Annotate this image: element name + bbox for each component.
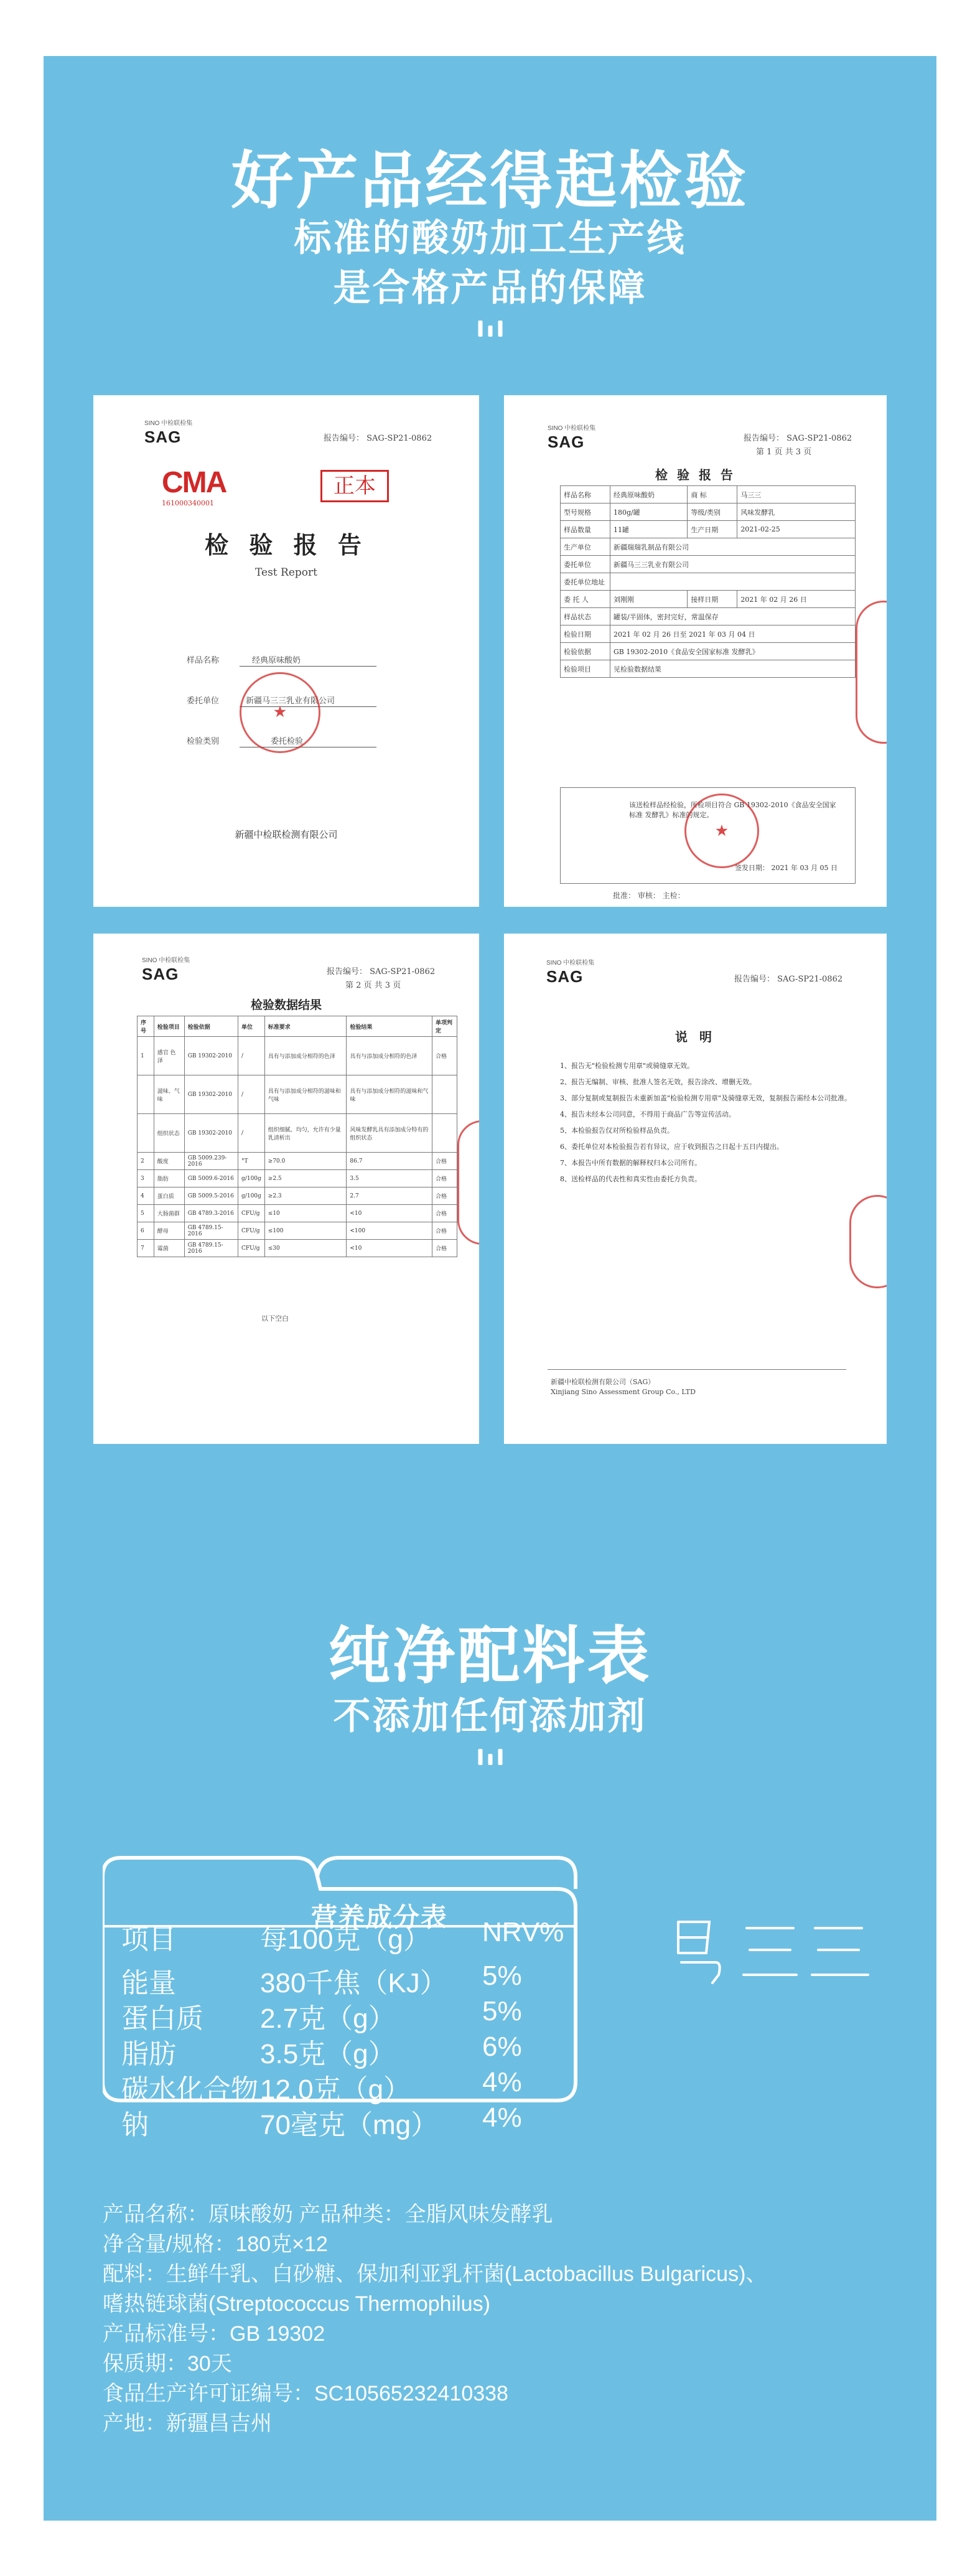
data-cell: GB 5009.6-2016 — [184, 1170, 238, 1187]
nutrient-amount: 380千焦（KJ） — [260, 1968, 447, 1998]
data-row — [138, 1075, 457, 1114]
report-cell: 接样日期 — [688, 591, 737, 608]
nutrition-row — [109, 1960, 582, 1997]
report-info-table — [560, 485, 856, 678]
report-cell: 型号规格 — [561, 503, 610, 521]
client-value: 新疆马三三乳业有限公司 — [246, 696, 335, 706]
report-row — [561, 521, 856, 538]
nutrition-header-row — [109, 1917, 582, 1953]
report-row — [561, 608, 856, 625]
data-cell: 合格 — [432, 1222, 457, 1240]
page-number: 第 2 页 共 3 页 — [345, 981, 401, 990]
data-row — [138, 1153, 457, 1170]
data-cell: 组织细腻、均匀，允许有少量乳清析出 — [264, 1114, 347, 1153]
nutrient-name: 碳水化合物 — [121, 2074, 258, 2105]
data-cell: 5 — [138, 1205, 154, 1222]
data-header-cell: 单项判定 — [432, 1016, 457, 1037]
product-info-line: 净含量/规格：180克×12 — [103, 2232, 328, 2256]
data-cell: 4 — [138, 1187, 154, 1205]
data-cell: 大肠菌群 — [154, 1205, 184, 1222]
hero-subtitle-2: 是合格产品的保障 — [333, 266, 647, 310]
report-number: 报告编号： SAG-SP21-0862 — [744, 434, 852, 443]
data-row — [138, 1205, 457, 1222]
nutrient-nrv: 6% — [482, 2031, 522, 2062]
data-cell: 具有与添加成分相符的滋味和气味 — [264, 1075, 347, 1114]
data-row — [138, 1170, 457, 1187]
data-result-table — [137, 1016, 457, 1257]
data-cell: 感官 色泽 — [154, 1037, 184, 1075]
nutrient-nrv: 4% — [482, 2102, 522, 2133]
report-cell: 生产单位 — [561, 538, 610, 556]
data-cell: 86.7 — [347, 1153, 432, 1170]
data-cell: <100 — [347, 1222, 432, 1240]
data-header-cell: 标准要求 — [264, 1016, 347, 1037]
data-cell: 具有与添加成分相符的色泽 — [264, 1037, 347, 1075]
nutrition-title: 营养成分表 — [310, 1902, 448, 1932]
report-cell: 11罐 — [610, 521, 688, 538]
product-info-line: 保质期：30天 — [103, 2352, 232, 2376]
report-row — [561, 660, 856, 678]
report-cell: 样品数量 — [561, 521, 610, 538]
data-cell: 3.5 — [347, 1170, 432, 1187]
data-cell: CFU/g — [238, 1240, 265, 1257]
report-cell: 新疆瑞瑞乳制品有限公司 — [610, 538, 856, 556]
divider-mark — [478, 321, 502, 337]
report-title: 检 验 报 告 — [205, 531, 368, 559]
data-cell: 6 — [138, 1222, 154, 1240]
report-row — [561, 591, 856, 608]
report-number: 报告编号： SAG-SP21-0862 — [327, 967, 436, 977]
nutrient-name: 蛋白质 — [121, 2003, 203, 2034]
data-cell: / — [238, 1037, 265, 1075]
data-cell: 滋味、气味 — [154, 1075, 184, 1114]
data-cell: GB 19302-2010 — [184, 1114, 238, 1153]
report-cell: 委 托 人 — [561, 591, 610, 608]
data-result-title: 检验数据结果 — [250, 998, 322, 1012]
data-cell — [432, 1075, 457, 1114]
nutrition-row — [109, 2031, 582, 2068]
note-item: 4、报告未经本公司同意，不得用于商品广告等宣传活动。 — [560, 1110, 735, 1118]
data-header-cell: 检验项目 — [154, 1016, 184, 1037]
section-title: 纯净配料表 — [328, 1619, 652, 1692]
data-cell: 风味发酵乳具有添加成分特有的组织状态 — [347, 1114, 432, 1153]
notes-list — [560, 1058, 852, 1187]
report-detail-document — [504, 395, 887, 907]
data-cell: 脂肪 — [154, 1170, 184, 1187]
data-cell: 具有与添加成分相符的色泽 — [347, 1037, 432, 1075]
inspection-seal-stamp: ★ — [684, 794, 759, 868]
report-row — [561, 538, 856, 556]
data-row — [138, 1037, 457, 1075]
data-cell: ≤100 — [264, 1222, 347, 1240]
data-cell — [138, 1075, 154, 1114]
report-cell: 经典原味酸奶 — [610, 486, 688, 503]
data-cell: 蛋白质 — [154, 1187, 184, 1205]
issue-date: 签发日期： 2021 年 03 月 05 日 — [735, 864, 838, 872]
nutrient-amount: 2.7克（g） — [260, 2003, 396, 2034]
nutrient-name: 能量 — [121, 1968, 176, 1998]
notes-document — [504, 934, 887, 1444]
company-name-footer: 新疆中检联检测有限公司 — [235, 829, 338, 840]
nutrition-row — [109, 2067, 582, 2103]
section-subtitle: 不添加任何添加剂 — [333, 1695, 647, 1738]
report-row — [561, 643, 856, 660]
product-info-line: 嗜热链球菌(Streptococcus Thermophilus) — [103, 2292, 490, 2316]
note-item: 3、部分复制或复制报告未重新加盖"检验检测专用章"及骑缝章无效，复制报告需经本公司批准。 — [560, 1094, 852, 1102]
note-item: 8、送检样品的代表性和真实性由委托方负责。 — [560, 1175, 701, 1183]
report-row — [561, 556, 856, 573]
product-info-line: 配料：生鲜牛乳、白砂糖、保加利亚乳杆菌(Lactobacillus Bulgaricus)、 — [103, 2262, 767, 2286]
data-cell: 酸度 — [154, 1153, 184, 1170]
data-cell: GB 4789.15-2016 — [184, 1240, 238, 1257]
data-row — [138, 1187, 457, 1205]
report-row — [561, 503, 856, 521]
data-row — [138, 1114, 457, 1153]
company-footer: 新疆中检联检测有限公司（SAG） — [551, 1378, 655, 1386]
report-cover-document — [93, 395, 479, 907]
report-cell: 风味发酵乳 — [737, 503, 856, 521]
data-cell: 1 — [138, 1037, 154, 1075]
report-number: 报告编号： SAG-SP21-0862 — [324, 434, 432, 443]
data-cell: 2 — [138, 1153, 154, 1170]
report-cell: 马三三 — [737, 486, 856, 503]
page-number: 第 1 页 共 3 页 — [756, 447, 812, 457]
report-cell: 样品状态 — [561, 608, 610, 625]
data-cell: g/100g — [238, 1170, 265, 1187]
nutrition-row — [109, 1996, 582, 2032]
nutrition-header-nrv: NRV% — [482, 1917, 564, 1947]
data-cell: GB 4789.3-2016 — [184, 1205, 238, 1222]
report-cell: 2021 年 02 月 26 日 — [737, 591, 856, 608]
nutrient-nrv: 4% — [482, 2067, 522, 2097]
data-cell: GB 5009.239-2016 — [184, 1153, 238, 1170]
report-cell: 委托单位 — [561, 556, 610, 573]
data-cell: 合格 — [432, 1037, 457, 1075]
seam-seal-stamp — [457, 1120, 479, 1245]
data-cell: CFU/g — [238, 1205, 265, 1222]
data-cell: ≤30 — [264, 1240, 347, 1257]
data-cell: 2.7 — [347, 1187, 432, 1205]
report-number: 报告编号： SAG-SP21-0862 — [734, 975, 843, 984]
data-cell: ≤10 — [264, 1205, 347, 1222]
report-row — [561, 625, 856, 643]
product-detail-page — [44, 56, 936, 2521]
note-item: 1、报告无"检验检测专用章"或骑缝章无效。 — [560, 1062, 694, 1070]
divider-mark — [478, 1749, 502, 1765]
sag-logo: SINO 中检联检集 SAG — [548, 425, 596, 451]
report-cell: 商 标 — [688, 486, 737, 503]
nutrition-header-per100: 每100克（g） — [260, 1924, 431, 1955]
nutrient-nrv: 5% — [482, 1996, 522, 2026]
sag-logo: SINO 中检联检集 SAG — [546, 960, 595, 986]
product-info-line: 产地：新疆昌吉州 — [103, 2412, 272, 2435]
inspection-type-label: 检验类别 — [187, 737, 220, 746]
report-cell: 生产日期 — [688, 521, 737, 538]
note-item: 2、报告无编制、审核、批准人签名无效，报告涂改、增删无效。 — [560, 1078, 756, 1086]
data-header-cell: 检验结果 — [347, 1016, 432, 1037]
report-cell — [610, 573, 856, 591]
data-cell: <10 — [347, 1205, 432, 1222]
report-cell: 等级/类别 — [688, 503, 737, 521]
data-cell: 3 — [138, 1170, 154, 1187]
data-cell: ≥70.0 — [264, 1153, 347, 1170]
seam-seal-stamp — [849, 1195, 887, 1288]
blank-below-note: 以下空白 — [261, 1314, 289, 1323]
data-cell: 具有与添加成分相符的滋味和气味 — [347, 1075, 432, 1114]
sag-logo: SINO 中检联检集 SAG — [144, 420, 193, 446]
report-row — [561, 573, 856, 591]
product-info-line: 产品名称：原味酸奶 产品种类：全脂风味发酵乳 — [103, 2203, 553, 2226]
report-cell: 检验日期 — [561, 625, 610, 643]
report-subtitle: Test Report — [255, 566, 317, 579]
report-cell: 2021 年 02 月 26 日至 2021 年 03 月 04 日 — [610, 625, 856, 643]
data-cell: GB 19302-2010 — [184, 1075, 238, 1114]
data-result-document — [93, 934, 479, 1444]
data-cell: 合格 — [432, 1240, 457, 1257]
data-cell: ≥2.3 — [264, 1187, 347, 1205]
nutrient-name: 脂肪 — [121, 2039, 176, 2069]
data-cell: ≥2.5 — [264, 1170, 347, 1187]
company-footer-en: Xinjiang Sino Assessment Group Co., LTD — [551, 1388, 696, 1396]
report-title: 检 验 报 告 — [655, 467, 735, 482]
company-seal-stamp: ★ — [240, 672, 320, 753]
data-cell — [138, 1114, 154, 1153]
data-cell: / — [238, 1114, 265, 1153]
data-cell: 合格 — [432, 1205, 457, 1222]
nutrient-amount: 3.5克（g） — [260, 2039, 396, 2069]
report-cell: 180g/罐 — [610, 503, 688, 521]
data-cell: <10 — [347, 1240, 432, 1257]
data-cell — [432, 1114, 457, 1153]
nutrition-header-item: 项目 — [121, 1924, 176, 1955]
inspection-type-value: 委托检验 — [271, 737, 304, 746]
data-cell: GB 5009.5-2016 — [184, 1187, 238, 1205]
data-row — [138, 1240, 457, 1257]
seam-seal-stamp — [856, 601, 887, 744]
report-cell: 罐装/半固体，密封完好，常温保存 — [610, 608, 856, 625]
original-copy-stamp: 正本 — [320, 470, 389, 502]
report-row — [561, 486, 856, 503]
report-cell: 2021-02-25 — [737, 521, 856, 538]
brand-logo — [672, 1916, 877, 1984]
hero-subtitle-1: 标准的酸奶加工生产线 — [294, 217, 686, 260]
sample-name-label: 样品名称 — [187, 656, 220, 665]
data-cell: 霉菌 — [154, 1240, 184, 1257]
product-info-line: 食品生产许可证编号：SC10565232410338 — [103, 2382, 508, 2405]
data-header-cell: 检验依据 — [184, 1016, 238, 1037]
data-cell: GB 19302-2010 — [184, 1037, 238, 1075]
report-cell: 检验项目 — [561, 660, 610, 678]
data-cell: CFU/g — [238, 1222, 265, 1240]
cma-mark: CMA 161000340001 — [162, 466, 226, 507]
report-cell: 新疆马三三乳业有限公司 — [610, 556, 856, 573]
data-cell: 酵母 — [154, 1222, 184, 1240]
data-header-row — [138, 1016, 457, 1037]
note-item: 5、本检验报告仅对所检验样品负责。 — [560, 1126, 674, 1135]
data-cell: GB 4789.15-2016 — [184, 1222, 238, 1240]
conclusion-text: 该送检样品经检验，所检项目符合 GB 19302-2010《食品安全国家标准 发酵乳》标准的规定。 — [629, 801, 836, 819]
data-cell: 合格 — [432, 1187, 457, 1205]
notes-title: 说 明 — [675, 1029, 716, 1044]
client-label: 委托单位 — [187, 696, 220, 706]
sag-logo: SINO 中检联检集 SAG — [142, 957, 190, 983]
report-cell: 委托单位地址 — [561, 573, 610, 591]
report-cell: 见检验数据结果 — [610, 660, 856, 678]
data-cell: 合格 — [432, 1153, 457, 1170]
note-item: 7、本报告中所有数据的解释权归本公司所有。 — [560, 1159, 701, 1167]
data-cell: / — [238, 1075, 265, 1114]
report-cell: GB 19302-2010《食品安全国家标准 发酵乳》 — [610, 643, 856, 660]
signature-row: 批准： 审核： 主检： — [613, 891, 685, 900]
nutrition-row — [109, 2102, 582, 2138]
data-header-cell: 单位 — [238, 1016, 265, 1037]
product-info-line: 产品标准号：GB 19302 — [103, 2322, 325, 2346]
nutrient-amount: 70毫克（mg） — [260, 2110, 439, 2140]
data-cell: 7 — [138, 1240, 154, 1257]
nutrient-name: 钠 — [121, 2110, 149, 2140]
report-cell: 样品名称 — [561, 486, 610, 503]
data-cell: °T — [238, 1153, 265, 1170]
hero-title: 好产品经得起检验 — [231, 144, 749, 217]
nutrient-nrv: 5% — [482, 1960, 522, 1991]
data-cell: g/100g — [238, 1187, 265, 1205]
report-cell: 刘刚刚 — [610, 591, 688, 608]
report-cell: 检验依据 — [561, 643, 610, 660]
note-item: 6、委托单位对本检验报告若有异议，应于收到报告之日起十五日内提出。 — [560, 1143, 783, 1151]
nutrient-amount: 12.0克（g） — [260, 2074, 411, 2105]
data-cell: 合格 — [432, 1170, 457, 1187]
data-row — [138, 1222, 457, 1240]
data-cell: 组织状态 — [154, 1114, 184, 1153]
data-header-cell: 序号 — [138, 1016, 154, 1037]
sample-name-value: 经典原味酸奶 — [252, 656, 301, 665]
